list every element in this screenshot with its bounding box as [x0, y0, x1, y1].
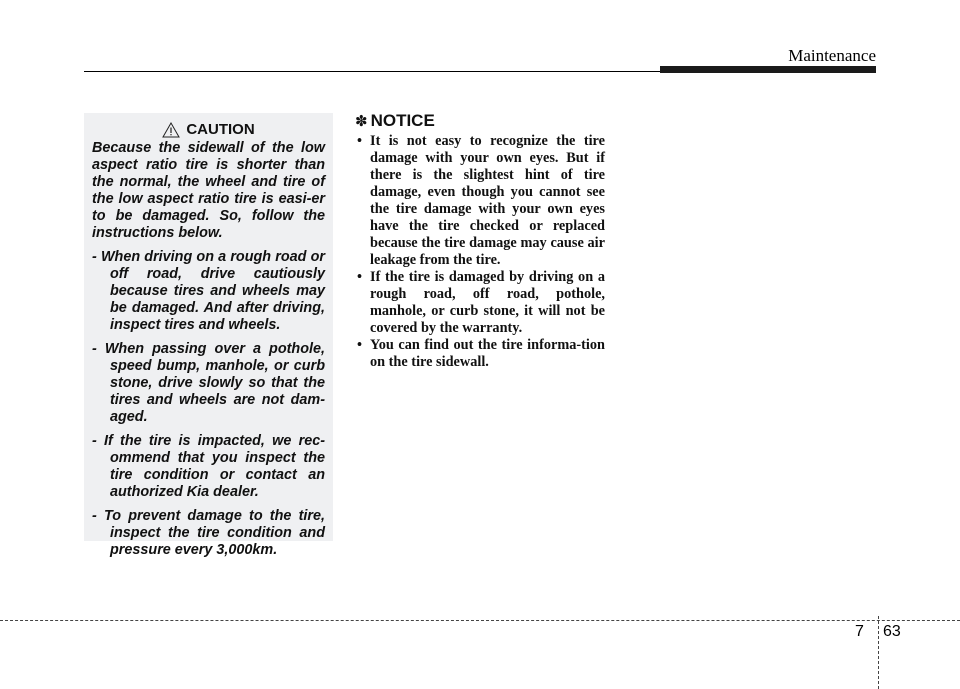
caution-title: CAUTION [186, 121, 255, 138]
notice-header [355, 111, 605, 131]
caution-box [84, 113, 333, 558]
caution-item: - When driving on a rough road or off road, drive cautiously because tires and wheels may be damaged. And after driving, inspect tires and wheels. [92, 249, 325, 333]
footer-rule [0, 620, 960, 621]
notice-title: NOTICE [370, 111, 435, 130]
footer-divider [878, 616, 879, 689]
bullet-icon: • [357, 269, 363, 285]
caution-item: - If the tire is impacted, we rec-ommend that you inspect the tire condition or contact an authorized Kia dealer. [92, 433, 325, 500]
notice-item-text: It is not easy to recognize the tire damage with your own eyes. But if there is the slightest hint of tire damage, even though you cannot see the tire damage with your own eyes have the tire checked or replaced because the tire damage may cause air leakage from the tire. [370, 133, 605, 268]
caution-item: - When passing over a pothole, speed bump, manhole, or curb stone, drive slowly so that the tires and wheels are not dam-aged. [92, 341, 325, 425]
bullet-icon: • [357, 133, 363, 149]
notice-item [355, 269, 605, 337]
header-rule [84, 71, 664, 72]
caution-header [92, 121, 325, 138]
notice-item [355, 337, 605, 371]
notice-list [355, 133, 605, 371]
caution-intro: Because the sidewall of the low aspect ratio tire is shorter than the normal, the wheel and tire of the low aspect ratio tire is easi-er to be damaged. So, follow the instructions below. [92, 140, 325, 241]
notice-item-text: If the tire is damaged by driving on a rough road, off road, pothole, manhole, or curb stone, it will not be covered by the warranty. [370, 269, 605, 336]
notice-item-text: You can find out the tire informa-tion on the tire sidewall. [370, 337, 605, 370]
notice-item [355, 133, 605, 269]
notice-star-icon: ✽ [355, 112, 368, 130]
section-title: Maintenance [788, 46, 876, 65]
warning-triangle-icon [162, 122, 180, 138]
bullet-icon: • [357, 337, 363, 353]
caution-item: - To prevent damage to the tire, inspect the tire condition and pressure every 3,000km. [92, 508, 325, 558]
notice-section [355, 111, 605, 371]
header-rule-accent [660, 66, 876, 73]
chapter-number: 7 [855, 623, 864, 640]
page-number: 63 [883, 623, 901, 640]
